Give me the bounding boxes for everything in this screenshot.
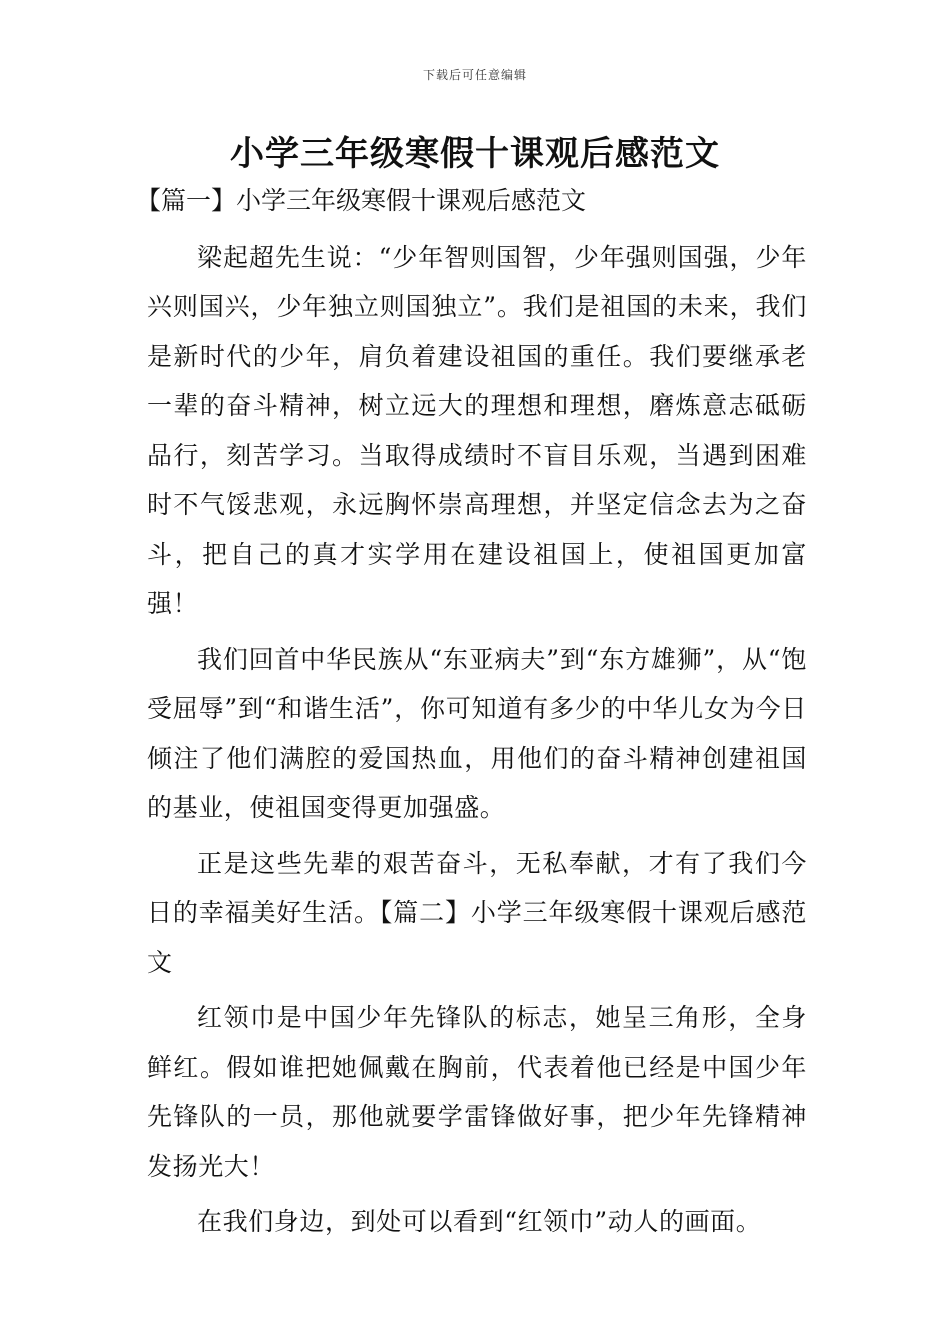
paragraph: 梁起超先生说：“少年智则国智，少年强则国强，少年兴则国兴，少年独立则国独立”。我们是祖国的未来，我们是新时代的少年，肩负着建设祖国的重任。我们要继承老一辈的奋斗精神，树立远大的理想和理想，磨炼意志砥砺品行，刻苦学习。当取得成绩时不盲目乐观，当遇到困难时不气馁悲观，永远胸怀崇高理想，并坚定信念去为之奋斗，把自己的真才实学用在建设祖国上，使祖国更加富强！	[147, 242, 807, 618]
paragraph: 正是这些先辈的艰苦奋斗，无私奉献，才有了我们今日的幸福美好生活。【篇二】小学三年级寒假十课观后感范文	[147, 848, 807, 977]
section-heading: 【篇一】小学三年级寒假十课观后感范文	[136, 186, 587, 215]
header-note: 下载后可任意编辑	[422, 68, 527, 82]
paragraph: 红领巾是中国少年先锋队的标志，她呈三角形，全身鲜红。假如谁把她佩戴在胸前，代表着他已经是中国少年先锋队的一员，那他就要学雷锋做好事，把少年先锋精神发扬光大！	[147, 1003, 807, 1181]
paragraph: 我们回首中华民族从“东亚病夫”到“东方雄狮”，从“饱受屈辱”到“和谐生活”，你可知道有多少的中华儿女为今日倾注了他们满腔的爱国热血，用他们的奋斗精神创建祖国的基业，使祖国变得更加强盛。	[147, 644, 807, 822]
document-title: 小学三年级寒假十课观后感范文	[230, 134, 720, 174]
document-body	[136, 176, 807, 1247]
paragraph: 在我们身边，到处可以看到“红领巾”动人的画面。	[197, 1207, 762, 1236]
